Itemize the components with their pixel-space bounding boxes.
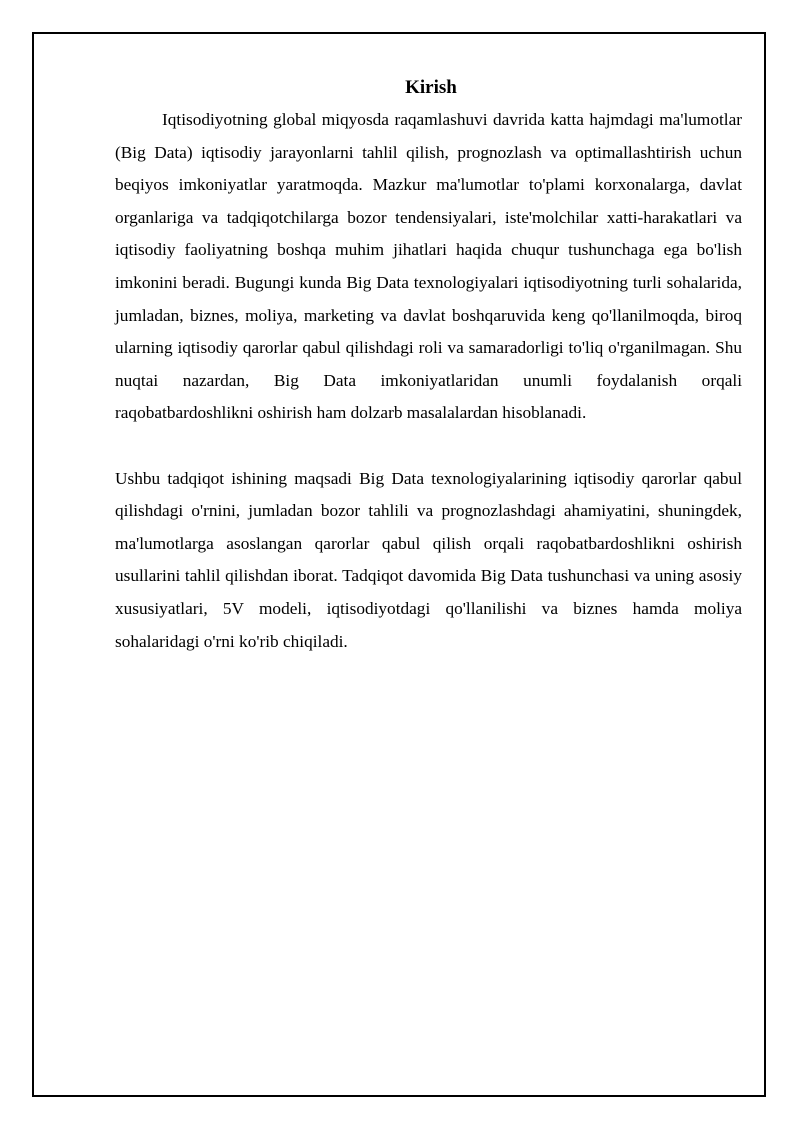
paragraph-intro: Iqtisodiyotning global miqyosda raqamlashuvi davrida katta hajmdagi ma'lumotlar (Big Data) iqtisodiy jarayonlarni tahlil qilish, prognozlash va optimallashtirish uchun beqiyos imkoniyatlar yaratmoqda. Mazkur ma'lumotlar to'plami korxonalarga, davlat organlariga va tadqiqotchilarga bozor tendensiyalari, iste'molchilar xatti-harakatlari va iqtisodiy faoliyatning boshqa muhim jihatlari haqida chuqur tushunchaga ega bo'lish imkonini beradi. Bugungi kunda Big Data texnologiyalari iqtisodiyotning turli sohalarida, jumladan, biznes, moliya, marketing va davlat boshqaruvida keng qo'llanilmoqda, biroq ularning iqtisodiy qarorlar qabul qilishdagi roli va samaradorligi to'liq o'rganilmagan. Shu nuqtai nazardan, Big Data imkoniyatlaridan unumli foydalanish orqali raqobatbardoshlikni oshirish ham dolzarb masalalardan hisoblanadi. [115, 110, 742, 423]
paragraph-spacer [115, 430, 742, 463]
section-title: Kirish [405, 77, 457, 98]
paragraph-purpose: Ushbu tadqiqot ishining maqsadi Big Data texnologiyalarining iqtisodiy qarorlar qabul qilishdagi o'rnini, jumladan bozor tahlili va prognozlashdagi ahamiyatini, shuningdek, ma'lumotlarga asoslangan qarorlar qabul qilish orqali raqobatbardoshlikni oshirish usullarini tahlil qilishdan iborat. Tadqiqot davomida Big Data tushunchasi va uning asosiy xususiyatlari, 5V modeli, iqtisodiyotdagi qo'llanilishi va biznes hamda moliya sohalaridagi o'rni ko'rib chiqiladi. [115, 468, 742, 651]
document-body [115, 72, 742, 658]
